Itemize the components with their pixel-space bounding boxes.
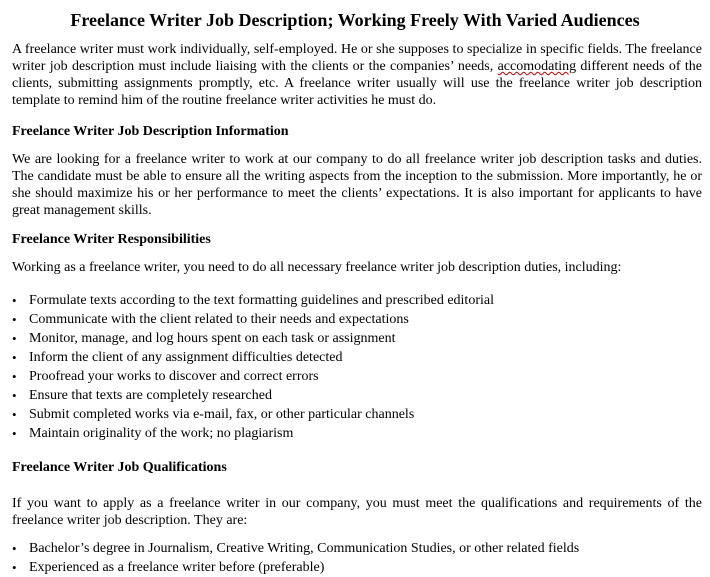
- list-item: • Communicate with the client related to their needs and expectations: [12, 312, 409, 327]
- list-item: • Inform the client of any assignment difficulties detected: [12, 350, 343, 365]
- misspelled-word: accomodating: [497, 59, 577, 74]
- bullet-icon: •: [12, 541, 17, 556]
- info-heading: Freelance Writer Job Description Information: [12, 124, 289, 139]
- qualifications-intro: If you want to apply as a freelance writer in our company, you must meet the qualifications and requirements of the freelance writer job description. They are:: [12, 496, 702, 528]
- qualifications-list: [12, 539, 579, 577]
- bullet-icon: •: [12, 350, 17, 365]
- bullet-icon: •: [12, 407, 17, 422]
- list-item: • Submit completed works via e-mail, fax, or other particular channels: [12, 407, 415, 422]
- bullet-icon: •: [12, 426, 17, 441]
- list-item: • Maintain originality of the work; no plagiarism: [12, 426, 294, 441]
- bullet-icon: •: [12, 369, 17, 384]
- list-item: • Experienced as a freelance writer before (preferable): [12, 560, 325, 575]
- list-item: • Proofread your works to discover and correct errors: [12, 369, 319, 384]
- bullet-icon: •: [12, 312, 17, 327]
- qualifications-heading: Freelance Writer Job Qualifications: [12, 460, 227, 475]
- responsibilities-list: [12, 291, 494, 443]
- bullet-icon: •: [12, 560, 17, 575]
- intro-paragraph: [12, 41, 702, 109]
- intro-text-end: different needs of the clients, submitting assignments promptly, etc. A freelance writer usually will use the freelance writer job description template to remind him of the routine freelance writer activities he must do.: [12, 59, 702, 108]
- list-item: • Bachelor’s degree in Journalism, Creative Writing, Communication Studies, or other related fields: [12, 541, 580, 556]
- list-item: • Monitor, manage, and log hours spent on each task or assignment: [12, 331, 396, 346]
- info-paragraph: We are looking for a freelance writer to work at our company to do all freelance writer job description tasks and duties. The candidate must be able to ensure all the writing aspects from the inception to the submission. More importantly, he or she should maximize his or her performance to meet the clients’ expectations. It is also important for applicants to have great management skills.: [12, 152, 702, 218]
- bullet-icon: •: [12, 293, 17, 308]
- responsibilities-heading: Freelance Writer Responsibilities: [12, 232, 211, 247]
- list-item: • Ensure that texts are completely researched: [12, 388, 272, 403]
- intro-text-start: A freelance writer must work individually, self-employed. He or she supposes to specialize in specific fields. The freelance writer job description must include liaising with the clients or the companies’ needs,: [12, 42, 702, 74]
- bullet-icon: •: [12, 331, 17, 346]
- responsibilities-intro: Working as a freelance writer, you need to do all necessary freelance writer job description duties, including:: [12, 260, 622, 275]
- document-title: Freelance Writer Job Description; Working Freely With Varied Audiences: [70, 10, 640, 30]
- list-item: • Formulate texts according to the text formatting guidelines and prescribed editorial: [12, 293, 494, 308]
- bullet-icon: •: [12, 388, 17, 403]
